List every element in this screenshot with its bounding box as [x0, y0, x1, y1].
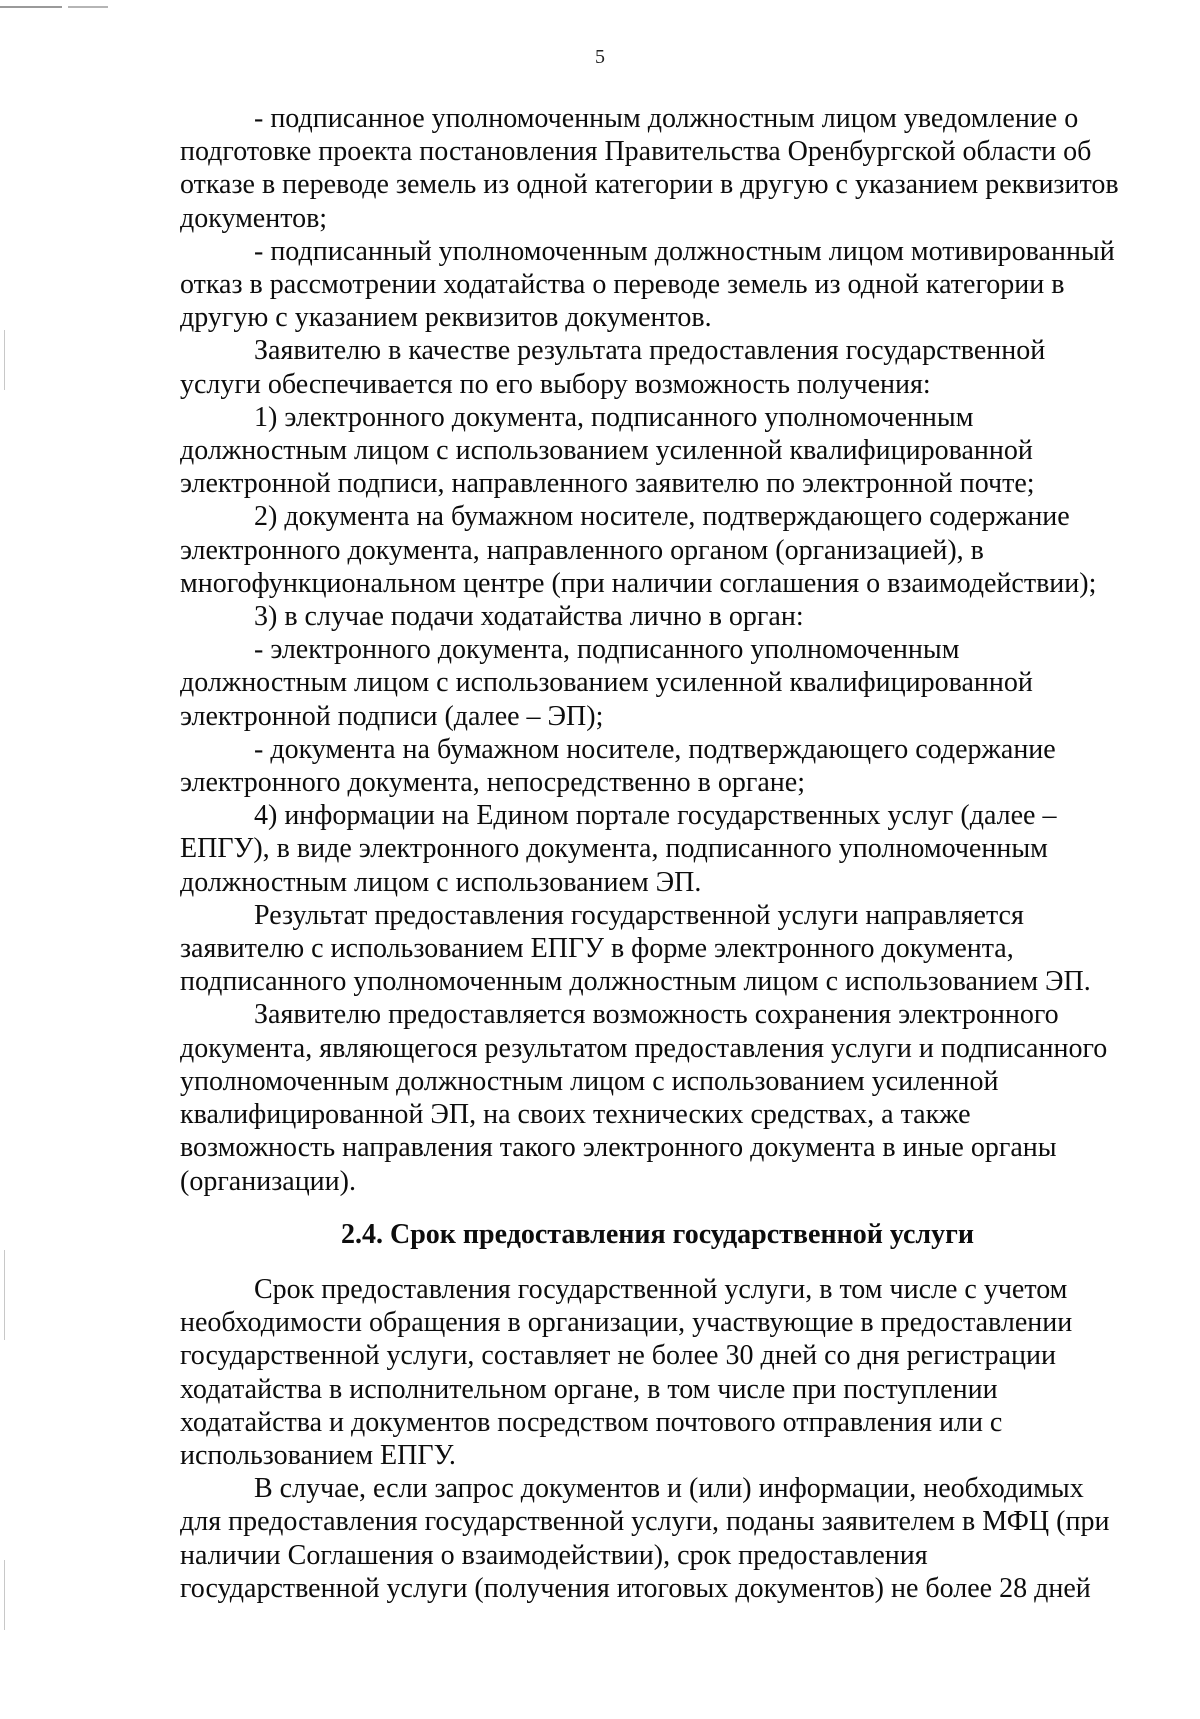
- paragraph: В случае, если запрос документов и (или) информации, необходимых для предоставления государственной услуги, поданы заявителем в МФЦ (при наличии Соглашения о взаимодействии), срок предоставления государственной услуги (получения итоговых документов) не более 28 дней: [180, 1473, 1110, 1604]
- document-body: [180, 102, 1135, 1605]
- scan-edge-mark: [4, 1560, 5, 1630]
- paragraph: Результат предоставления государственной услуги направляется заявителю с использованием ЕПГУ в форме электронного документа, подписанного уполномоченным должностным лицом с использованием ЭП.: [180, 899, 1091, 998]
- section-heading: 2.4. Срок предоставления государственной услуги: [341, 1218, 974, 1250]
- paragraph: 1) электронного документа, подписанного уполномоченным должностным лицом с использованием усиленной квалифицированной электронной подписи, направленного заявителю по электронной почте;: [180, 401, 1035, 500]
- paragraph: Срок предоставления государственной услуги, в том числе с учетом необходимости обращения в организации, участвующие в предоставлении государственной услуги, составляет не более 30 дней со дня регистрации ходатайства в исполнительном органе, в том числе при поступлении ходатайства и документов посредством почтового отправления или с использованием ЕПГУ.: [180, 1273, 1073, 1471]
- paragraph: 2) документа на бумажном носителе, подтверждающего содержание электронного документа, направленного органом (организацией), в многофункциональном центре (при наличии соглашения о взаимодействии);: [180, 501, 1097, 599]
- paragraph: Заявителю в качестве результата предоставления государственной услуги обеспечивается по его выбору возможность получения:: [180, 335, 1046, 400]
- scan-edge-mark: [4, 330, 5, 390]
- scan-edge-mark: [0, 6, 62, 8]
- scan-edge-mark: [4, 1250, 5, 1340]
- paragraph: 3) в случае подачи ходатайства лично в орган:: [254, 601, 804, 633]
- paragraph: 4) информации на Едином портале государственных услуг (далее – ЕПГУ), в виде электронного документа, подписанного уполномоченным должностным лицом с использованием ЭП.: [180, 800, 1057, 898]
- paragraph: - подписанный уполномоченным должностным лицом мотивированный отказ в рассмотрении ходатайства о переводе земель из одной категории в другую с указанием реквизитов документов.: [180, 235, 1115, 334]
- page-number: 5: [595, 46, 605, 68]
- paragraph: - документа на бумажном носителе, подтверждающего содержание электронного документа, непосредственно в органе;: [180, 733, 1056, 799]
- paragraph: - электронного документа, подписанного уполномоченным должностным лицом с использованием усиленной квалифицированной электронной подписи (далее – ЭП);: [180, 634, 1033, 732]
- scan-edge-mark: [68, 6, 108, 8]
- paragraph: - подписанное уполномоченным должностным лицом уведомление о подготовке проекта постановления Правительства Оренбургской области об отказе в переводе земель из одной категории в другую с указанием реквизитов документов;: [180, 103, 1119, 234]
- paragraph: Заявителю предоставляется возможность сохранения электронного документа, являющегося результатом предоставления услуги и подписанного уполномоченным должностным лицом с использованием усиленной квалифицированной ЭП, на своих технических средствах, а также возможность направления такого электронного документа в иные органы (организации).: [180, 999, 1108, 1197]
